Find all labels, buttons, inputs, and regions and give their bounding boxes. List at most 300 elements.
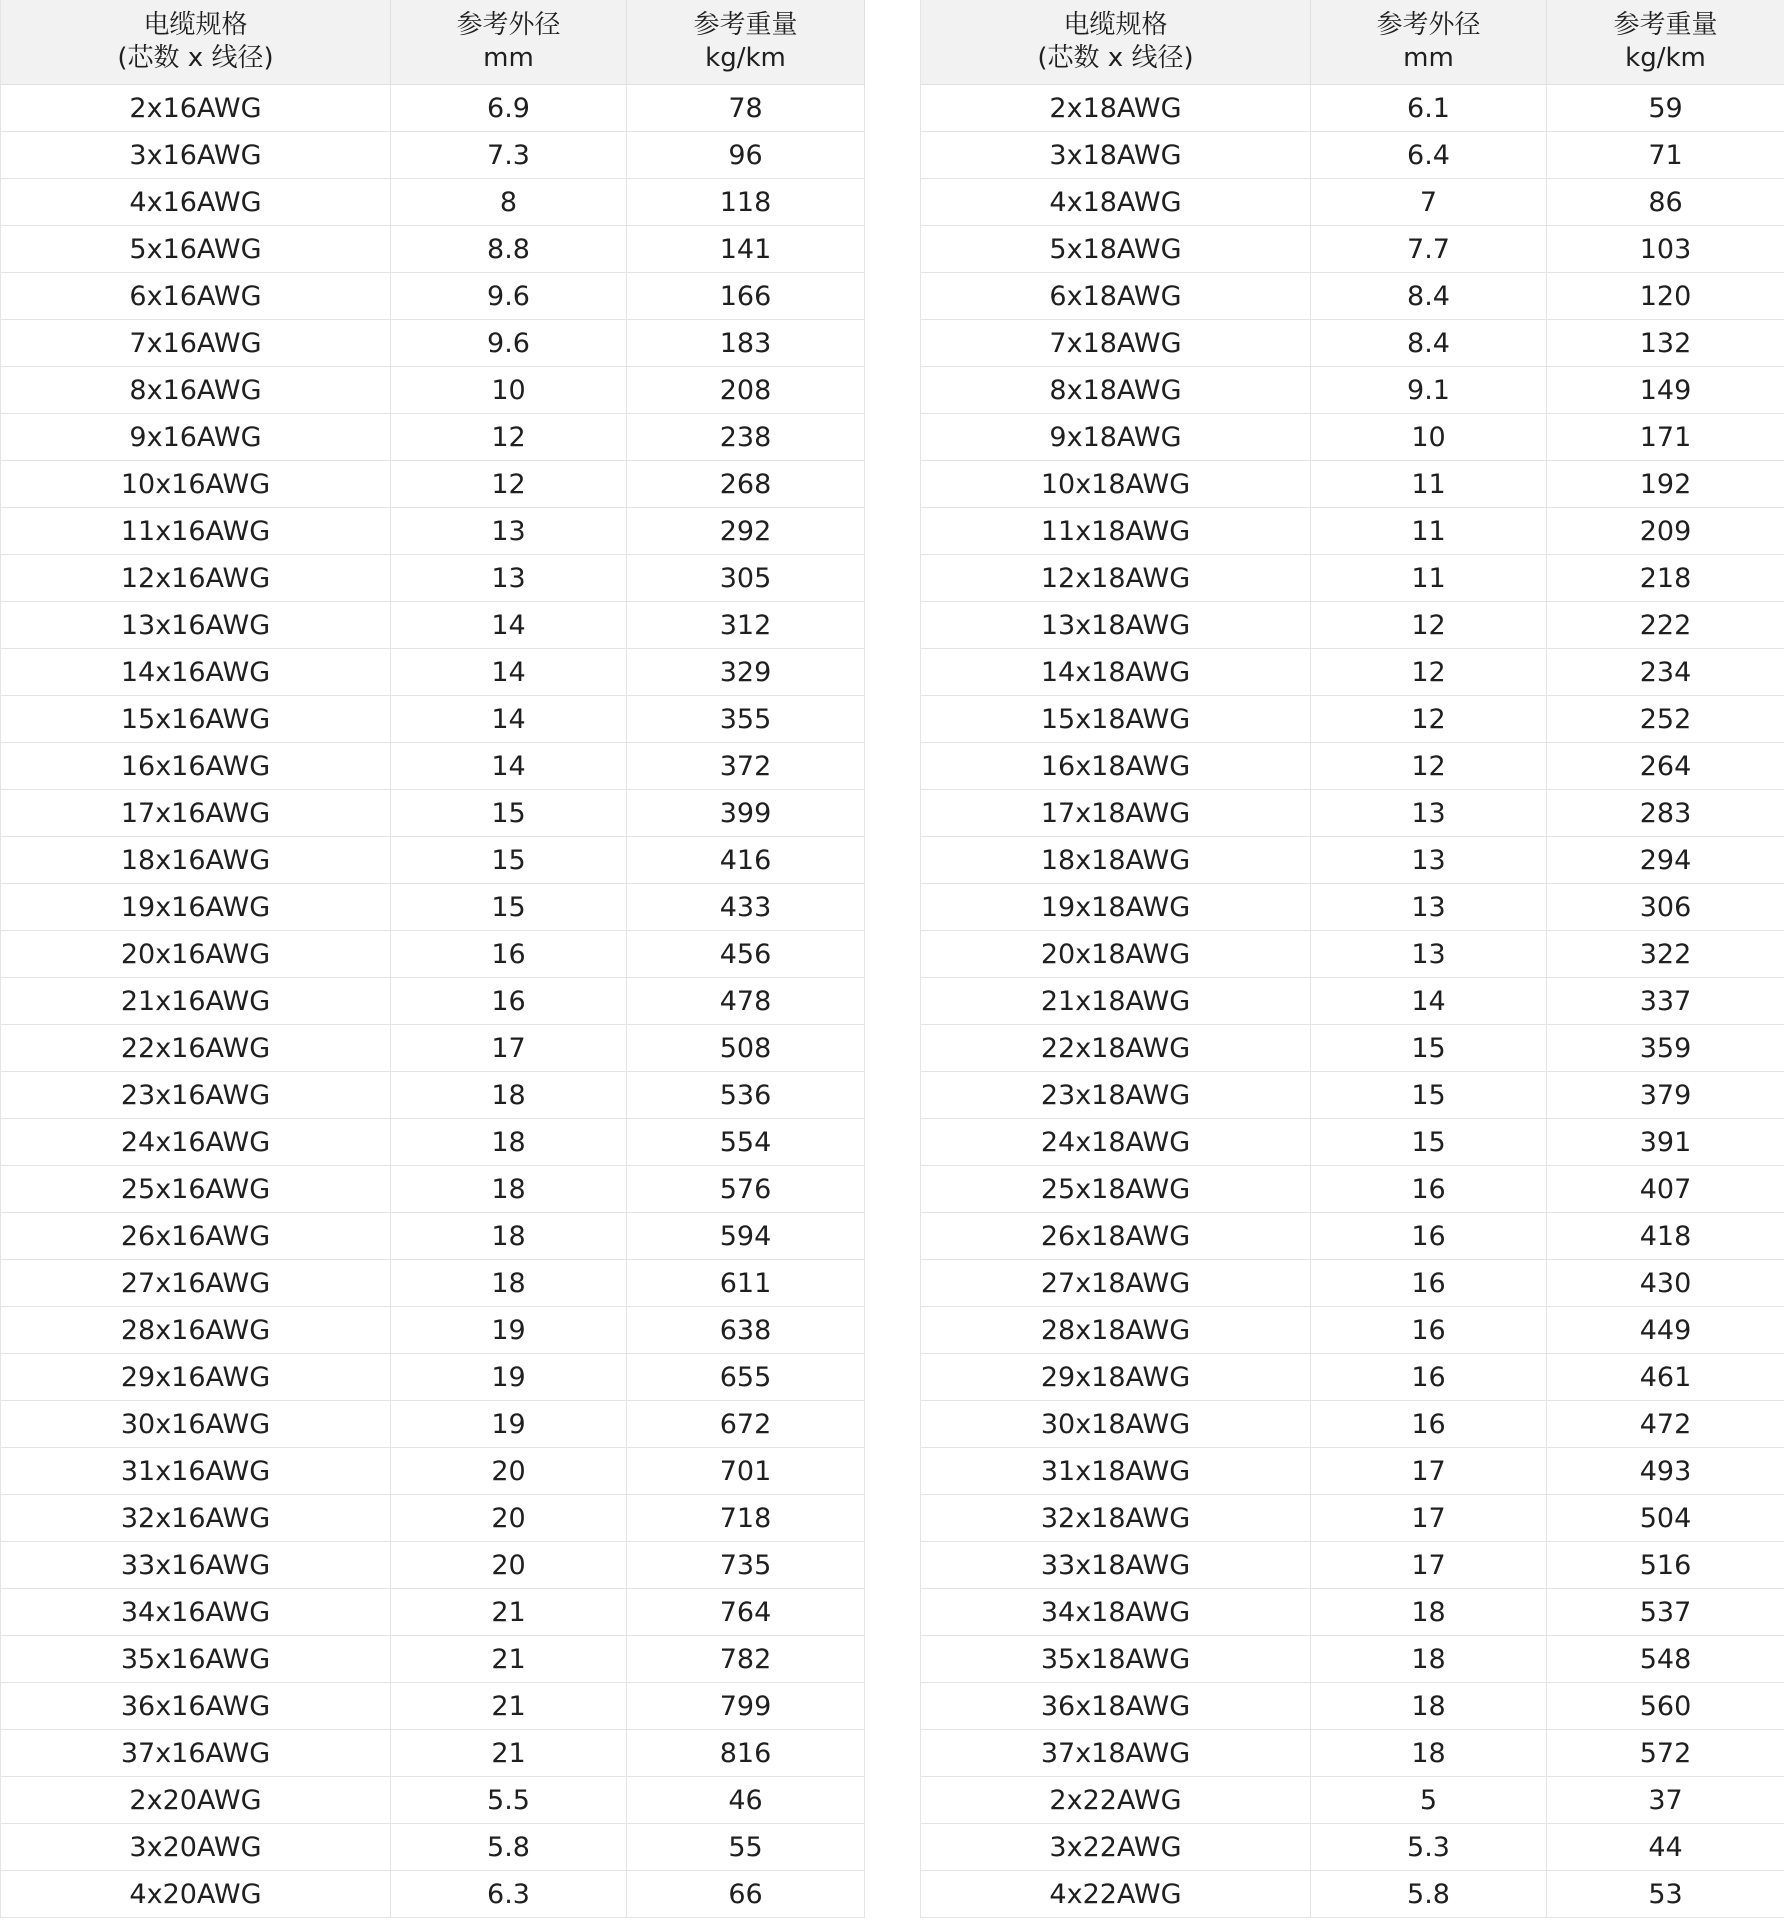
cell-outer-diameter: 6.3: [391, 1871, 627, 1918]
cell-cable-spec: 9x18AWG: [921, 414, 1311, 461]
cell-outer-diameter: 9.6: [391, 320, 627, 367]
cell-weight: 53: [1547, 1871, 1784, 1918]
cell-outer-diameter: 17: [1311, 1495, 1547, 1542]
cell-weight: 554: [627, 1119, 865, 1166]
cell-weight: 456: [627, 931, 865, 978]
cell-weight: 208: [627, 367, 865, 414]
cell-outer-diameter: 5: [1311, 1777, 1547, 1824]
cell-weight: 166: [627, 273, 865, 320]
cell-cable-spec: 28x18AWG: [921, 1307, 1311, 1354]
cell-outer-diameter: 19: [391, 1401, 627, 1448]
table-row: [921, 179, 1784, 226]
cell-weight: 96: [627, 132, 865, 179]
table-row: [921, 884, 1784, 931]
cell-cable-spec: 3x18AWG: [921, 132, 1311, 179]
cell-weight: 379: [1547, 1072, 1784, 1119]
table-row: [921, 1119, 1784, 1166]
cell-weight: 71: [1547, 132, 1784, 179]
cell-outer-diameter: 6.1: [1311, 85, 1547, 132]
cell-weight: 537: [1547, 1589, 1784, 1636]
cell-outer-diameter: 14: [391, 696, 627, 743]
cell-outer-diameter: 12: [391, 414, 627, 461]
cell-weight: 576: [627, 1166, 865, 1213]
cell-outer-diameter: 10: [1311, 414, 1547, 461]
table-row: [1, 1589, 865, 1636]
cell-cable-spec: 22x16AWG: [1, 1025, 391, 1072]
cell-cable-spec: 36x18AWG: [921, 1683, 1311, 1730]
cell-outer-diameter: 14: [1311, 978, 1547, 1025]
cell-cable-spec: 31x16AWG: [1, 1448, 391, 1495]
cell-outer-diameter: 5.8: [1311, 1871, 1547, 1918]
header-weight-line1: 参考重量: [1613, 10, 1718, 40]
cell-outer-diameter: 13: [391, 508, 627, 555]
cell-outer-diameter: 5.5: [391, 1777, 627, 1824]
cell-outer-diameter: 16: [1311, 1401, 1547, 1448]
cell-outer-diameter: 18: [391, 1213, 627, 1260]
cell-weight: 234: [1547, 649, 1784, 696]
cell-cable-spec: 34x18AWG: [921, 1589, 1311, 1636]
cell-weight: 655: [627, 1354, 865, 1401]
cell-outer-diameter: 11: [1311, 461, 1547, 508]
header-cable-spec-line2: (芯数 x 线径): [117, 43, 274, 73]
table-row: [1, 132, 865, 179]
cell-outer-diameter: 11: [1311, 508, 1547, 555]
cell-cable-spec: 5x18AWG: [921, 226, 1311, 273]
cell-outer-diameter: 13: [1311, 931, 1547, 978]
cell-outer-diameter: 18: [391, 1072, 627, 1119]
cell-weight: 594: [627, 1213, 865, 1260]
cell-outer-diameter: 21: [391, 1730, 627, 1777]
cell-cable-spec: 37x16AWG: [1, 1730, 391, 1777]
table-row: [1, 1636, 865, 1683]
cell-outer-diameter: 18: [391, 1119, 627, 1166]
cell-outer-diameter: 16: [1311, 1260, 1547, 1307]
cell-outer-diameter: 16: [1311, 1213, 1547, 1260]
header-outer-diameter-line1: 参考外径: [456, 10, 561, 40]
cell-weight: 37: [1547, 1777, 1784, 1824]
cell-weight: 294: [1547, 837, 1784, 884]
cell-outer-diameter: 15: [391, 790, 627, 837]
table-row: [1, 1072, 865, 1119]
table-row: [1, 508, 865, 555]
cell-weight: 283: [1547, 790, 1784, 837]
cell-outer-diameter: 16: [1311, 1307, 1547, 1354]
cell-weight: 672: [627, 1401, 865, 1448]
cell-weight: 120: [1547, 273, 1784, 320]
cell-outer-diameter: 13: [391, 555, 627, 602]
cell-cable-spec: 32x18AWG: [921, 1495, 1311, 1542]
cell-cable-spec: 18x16AWG: [1, 837, 391, 884]
table-row: [1, 1213, 865, 1260]
table-row: [921, 1777, 1784, 1824]
cell-weight: 44: [1547, 1824, 1784, 1871]
cell-weight: 252: [1547, 696, 1784, 743]
table-row: [921, 226, 1784, 273]
cell-outer-diameter: 18: [391, 1166, 627, 1213]
header-cable-spec: [921, 0, 1311, 85]
cell-weight: 572: [1547, 1730, 1784, 1777]
header-row: [1, 0, 865, 85]
cell-weight: 782: [627, 1636, 865, 1683]
cell-cable-spec: 28x16AWG: [1, 1307, 391, 1354]
table-row: [1, 555, 865, 602]
cell-cable-spec: 35x18AWG: [921, 1636, 1311, 1683]
cell-outer-diameter: 14: [391, 602, 627, 649]
cell-outer-diameter: 21: [391, 1683, 627, 1730]
table-row: [921, 1448, 1784, 1495]
cell-cable-spec: 19x18AWG: [921, 884, 1311, 931]
header-weight-unit: kg/km: [705, 43, 786, 73]
cell-weight: 103: [1547, 226, 1784, 273]
cable-spec-table-left: [0, 0, 865, 1918]
cell-cable-spec: 36x16AWG: [1, 1683, 391, 1730]
cell-outer-diameter: 9.6: [391, 273, 627, 320]
cell-outer-diameter: 13: [1311, 884, 1547, 931]
table-row: [921, 790, 1784, 837]
table-row: [921, 1636, 1784, 1683]
table-row: [1, 226, 865, 273]
cell-weight: 118: [627, 179, 865, 226]
cell-outer-diameter: 5.3: [1311, 1824, 1547, 1871]
cell-outer-diameter: 12: [391, 461, 627, 508]
cell-weight: 149: [1547, 367, 1784, 414]
cell-cable-spec: 23x16AWG: [1, 1072, 391, 1119]
table-row: [1, 696, 865, 743]
table-row: [921, 1354, 1784, 1401]
cell-weight: 416: [627, 837, 865, 884]
cell-outer-diameter: 14: [391, 649, 627, 696]
cell-weight: 536: [627, 1072, 865, 1119]
cell-cable-spec: 11x16AWG: [1, 508, 391, 555]
table-row: [1, 1542, 865, 1589]
table-row: [1, 85, 865, 132]
table-row: [1, 1777, 865, 1824]
cable-spec-table-right: [920, 0, 1784, 1918]
cell-outer-diameter: 12: [1311, 696, 1547, 743]
cell-cable-spec: 33x18AWG: [921, 1542, 1311, 1589]
cell-cable-spec: 10x18AWG: [921, 461, 1311, 508]
cell-outer-diameter: 7.3: [391, 132, 627, 179]
cell-cable-spec: 17x18AWG: [921, 790, 1311, 837]
header-outer-diameter: [391, 0, 627, 85]
table-row: [1, 1824, 865, 1871]
cell-outer-diameter: 15: [391, 837, 627, 884]
cell-outer-diameter: 12: [1311, 743, 1547, 790]
cell-outer-diameter: 6.4: [1311, 132, 1547, 179]
table-row: [1, 1307, 865, 1354]
header-cable-spec: [1, 0, 391, 85]
cell-outer-diameter: 8.4: [1311, 273, 1547, 320]
table-row: [1, 367, 865, 414]
table-row: [1, 320, 865, 367]
cell-weight: 171: [1547, 414, 1784, 461]
cell-cable-spec: 30x16AWG: [1, 1401, 391, 1448]
cell-cable-spec: 7x16AWG: [1, 320, 391, 367]
header-weight: [1547, 0, 1784, 85]
cell-cable-spec: 19x16AWG: [1, 884, 391, 931]
cell-weight: 78: [627, 85, 865, 132]
cell-outer-diameter: 19: [391, 1307, 627, 1354]
cell-outer-diameter: 9.1: [1311, 367, 1547, 414]
table-row: [1, 1354, 865, 1401]
cell-weight: 292: [627, 508, 865, 555]
table-row: [1, 1730, 865, 1777]
cell-cable-spec: 6x18AWG: [921, 273, 1311, 320]
cell-outer-diameter: 14: [391, 743, 627, 790]
cell-cable-spec: 2x18AWG: [921, 85, 1311, 132]
cell-cable-spec: 27x16AWG: [1, 1260, 391, 1307]
cell-cable-spec: 12x16AWG: [1, 555, 391, 602]
table-row: [1, 273, 865, 320]
cell-weight: 238: [627, 414, 865, 461]
cell-weight: 46: [627, 1777, 865, 1824]
table-row: [1, 1871, 865, 1918]
header-weight: [627, 0, 865, 85]
table-row: [1, 1495, 865, 1542]
cell-weight: 264: [1547, 743, 1784, 790]
cell-outer-diameter: 18: [1311, 1730, 1547, 1777]
cell-weight: 718: [627, 1495, 865, 1542]
cell-outer-diameter: 18: [1311, 1683, 1547, 1730]
table-row: [1, 884, 865, 931]
cell-cable-spec: 32x16AWG: [1, 1495, 391, 1542]
table-row: [1, 1401, 865, 1448]
cell-cable-spec: 8x18AWG: [921, 367, 1311, 414]
cell-outer-diameter: 20: [391, 1495, 627, 1542]
cell-cable-spec: 9x16AWG: [1, 414, 391, 461]
table-row: [1, 649, 865, 696]
cell-outer-diameter: 10: [391, 367, 627, 414]
cell-outer-diameter: 7: [1311, 179, 1547, 226]
cell-weight: 472: [1547, 1401, 1784, 1448]
header-outer-diameter: [1311, 0, 1547, 85]
cell-weight: 504: [1547, 1495, 1784, 1542]
cell-cable-spec: 27x18AWG: [921, 1260, 1311, 1307]
cell-cable-spec: 21x18AWG: [921, 978, 1311, 1025]
cell-weight: 449: [1547, 1307, 1784, 1354]
cell-cable-spec: 3x16AWG: [1, 132, 391, 179]
cell-weight: 305: [627, 555, 865, 602]
cell-cable-spec: 37x18AWG: [921, 1730, 1311, 1777]
cell-outer-diameter: 20: [391, 1542, 627, 1589]
header-weight-line1: 参考重量: [693, 10, 798, 40]
cell-cable-spec: 5x16AWG: [1, 226, 391, 273]
table-row: [921, 931, 1784, 978]
cell-weight: 701: [627, 1448, 865, 1495]
cell-outer-diameter: 6.9: [391, 85, 627, 132]
cell-outer-diameter: 21: [391, 1589, 627, 1636]
table-row: [1, 790, 865, 837]
cell-cable-spec: 16x16AWG: [1, 743, 391, 790]
cell-weight: 638: [627, 1307, 865, 1354]
table-row: [1, 414, 865, 461]
table-row: [921, 320, 1784, 367]
cell-cable-spec: 14x16AWG: [1, 649, 391, 696]
table-row: [921, 1542, 1784, 1589]
table-row: [921, 1683, 1784, 1730]
cell-cable-spec: 2x16AWG: [1, 85, 391, 132]
cell-weight: 59: [1547, 85, 1784, 132]
cell-weight: 560: [1547, 1683, 1784, 1730]
cell-weight: 268: [627, 461, 865, 508]
cell-weight: 209: [1547, 508, 1784, 555]
table-row: [1, 743, 865, 790]
table-row: [921, 1307, 1784, 1354]
cell-cable-spec: 22x18AWG: [921, 1025, 1311, 1072]
cell-outer-diameter: 8: [391, 179, 627, 226]
cell-cable-spec: 34x16AWG: [1, 1589, 391, 1636]
cell-weight: 218: [1547, 555, 1784, 602]
cell-outer-diameter: 18: [391, 1260, 627, 1307]
table-row: [1, 1683, 865, 1730]
cell-weight: 430: [1547, 1260, 1784, 1307]
cell-cable-spec: 4x18AWG: [921, 179, 1311, 226]
cell-weight: 493: [1547, 1448, 1784, 1495]
cell-outer-diameter: 15: [391, 884, 627, 931]
cell-cable-spec: 23x18AWG: [921, 1072, 1311, 1119]
table-row: [1, 461, 865, 508]
cell-cable-spec: 21x16AWG: [1, 978, 391, 1025]
table-row: [921, 1025, 1784, 1072]
table-row: [921, 837, 1784, 884]
cell-cable-spec: 4x22AWG: [921, 1871, 1311, 1918]
table-row: [921, 1072, 1784, 1119]
cell-outer-diameter: 5.8: [391, 1824, 627, 1871]
cell-cable-spec: 15x16AWG: [1, 696, 391, 743]
table-row: [921, 1824, 1784, 1871]
cell-cable-spec: 24x18AWG: [921, 1119, 1311, 1166]
cell-cable-spec: 6x16AWG: [1, 273, 391, 320]
table-row: [921, 1495, 1784, 1542]
cell-cable-spec: 26x18AWG: [921, 1213, 1311, 1260]
cell-outer-diameter: 8.4: [1311, 320, 1547, 367]
cell-weight: 764: [627, 1589, 865, 1636]
cell-outer-diameter: 13: [1311, 790, 1547, 837]
cell-weight: 55: [627, 1824, 865, 1871]
cell-weight: 799: [627, 1683, 865, 1730]
cell-weight: 141: [627, 226, 865, 273]
cell-cable-spec: 12x18AWG: [921, 555, 1311, 602]
table-row: [1, 837, 865, 884]
cell-weight: 312: [627, 602, 865, 649]
cell-weight: 611: [627, 1260, 865, 1307]
cell-cable-spec: 18x18AWG: [921, 837, 1311, 884]
header-cable-spec-line1: 电缆规格: [143, 10, 248, 40]
cell-weight: 391: [1547, 1119, 1784, 1166]
cell-cable-spec: 7x18AWG: [921, 320, 1311, 367]
header-outer-diameter-unit: mm: [1403, 43, 1454, 73]
table-row: [1, 1025, 865, 1072]
table-row: [921, 132, 1784, 179]
cell-weight: 86: [1547, 179, 1784, 226]
cell-cable-spec: 31x18AWG: [921, 1448, 1311, 1495]
cell-weight: 222: [1547, 602, 1784, 649]
table-row: [921, 555, 1784, 602]
cell-weight: 478: [627, 978, 865, 1025]
table-row: [921, 743, 1784, 790]
cell-outer-diameter: 16: [391, 978, 627, 1025]
cell-cable-spec: 29x16AWG: [1, 1354, 391, 1401]
cell-cable-spec: 14x18AWG: [921, 649, 1311, 696]
cell-cable-spec: 15x18AWG: [921, 696, 1311, 743]
cell-cable-spec: 4x16AWG: [1, 179, 391, 226]
header-outer-diameter-unit: mm: [483, 43, 534, 73]
cell-outer-diameter: 16: [1311, 1354, 1547, 1401]
cell-weight: 461: [1547, 1354, 1784, 1401]
cell-cable-spec: 3x22AWG: [921, 1824, 1311, 1871]
table-row: [921, 649, 1784, 696]
cell-outer-diameter: 17: [391, 1025, 627, 1072]
cell-cable-spec: 20x16AWG: [1, 931, 391, 978]
cell-outer-diameter: 15: [1311, 1072, 1547, 1119]
cell-outer-diameter: 8.8: [391, 226, 627, 273]
cell-weight: 192: [1547, 461, 1784, 508]
cell-outer-diameter: 18: [1311, 1636, 1547, 1683]
cell-cable-spec: 2x22AWG: [921, 1777, 1311, 1824]
cell-outer-diameter: 11: [1311, 555, 1547, 602]
table-row: [921, 1260, 1784, 1307]
cell-weight: 516: [1547, 1542, 1784, 1589]
cell-weight: 735: [627, 1542, 865, 1589]
table-row: [1, 602, 865, 649]
cell-outer-diameter: 16: [1311, 1166, 1547, 1213]
table-row: [921, 1730, 1784, 1777]
cell-cable-spec: 13x18AWG: [921, 602, 1311, 649]
cell-outer-diameter: 17: [1311, 1542, 1547, 1589]
table-row: [921, 602, 1784, 649]
cell-outer-diameter: 18: [1311, 1589, 1547, 1636]
cell-weight: 359: [1547, 1025, 1784, 1072]
cell-cable-spec: 4x20AWG: [1, 1871, 391, 1918]
cell-outer-diameter: 21: [391, 1636, 627, 1683]
cell-weight: 306: [1547, 884, 1784, 931]
cell-cable-spec: 8x16AWG: [1, 367, 391, 414]
table-row: [921, 696, 1784, 743]
cell-weight: 329: [627, 649, 865, 696]
cell-cable-spec: 29x18AWG: [921, 1354, 1311, 1401]
cell-outer-diameter: 15: [1311, 1025, 1547, 1072]
table-row: [921, 414, 1784, 461]
cell-outer-diameter: 12: [1311, 602, 1547, 649]
cell-outer-diameter: 15: [1311, 1119, 1547, 1166]
cell-weight: 355: [627, 696, 865, 743]
cell-cable-spec: 33x16AWG: [1, 1542, 391, 1589]
cell-cable-spec: 24x16AWG: [1, 1119, 391, 1166]
cell-weight: 337: [1547, 978, 1784, 1025]
cell-weight: 399: [627, 790, 865, 837]
table-row: [921, 1166, 1784, 1213]
cell-weight: 418: [1547, 1213, 1784, 1260]
cell-outer-diameter: 13: [1311, 837, 1547, 884]
table-row: [921, 367, 1784, 414]
cell-cable-spec: 10x16AWG: [1, 461, 391, 508]
cell-cable-spec: 25x16AWG: [1, 1166, 391, 1213]
table-row: [921, 508, 1784, 555]
table-row: [921, 1589, 1784, 1636]
cell-weight: 816: [627, 1730, 865, 1777]
cell-cable-spec: 3x20AWG: [1, 1824, 391, 1871]
table-row: [921, 1213, 1784, 1260]
table-row: [1, 1166, 865, 1213]
table-row: [1, 931, 865, 978]
cell-weight: 132: [1547, 320, 1784, 367]
cell-cable-spec: 25x18AWG: [921, 1166, 1311, 1213]
cell-weight: 407: [1547, 1166, 1784, 1213]
cell-weight: 322: [1547, 931, 1784, 978]
cell-weight: 183: [627, 320, 865, 367]
cell-cable-spec: 2x20AWG: [1, 1777, 391, 1824]
table-row: [921, 1401, 1784, 1448]
